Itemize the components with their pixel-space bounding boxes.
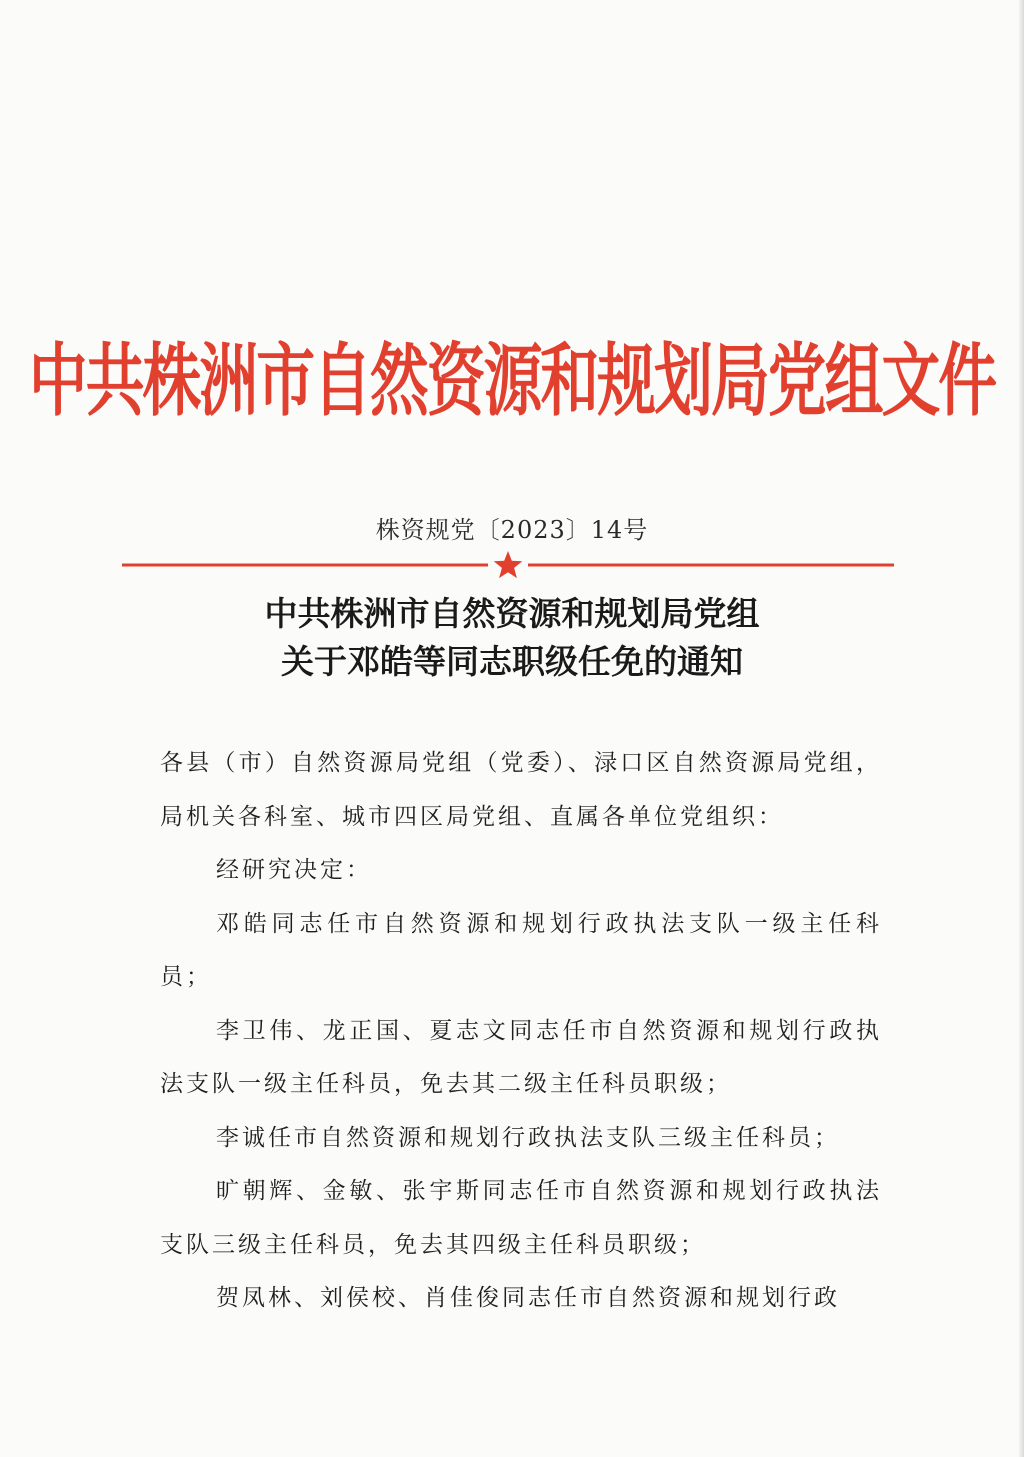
red-masthead bbox=[0, 318, 1024, 428]
red-separator bbox=[122, 550, 894, 580]
appointment-item: 贺凤林、刘侯校、肖佳俊同志任市自然资源和规划行政 bbox=[216, 1285, 840, 1311]
notice-body bbox=[160, 737, 882, 1326]
masthead-text: 中共株洲市自然资源和规划局党组文件 bbox=[28, 335, 996, 428]
document-number: 株资规党〔2023〕14号 bbox=[375, 516, 649, 544]
title-line-2: 关于邓皓等同志职级任免的通知 bbox=[281, 642, 743, 681]
notice-title bbox=[0, 590, 1024, 686]
title-line-1: 中共株洲市自然资源和规划局党组 bbox=[264, 594, 760, 633]
appointment-item: 李卫伟、龙正国、夏志文同志任市自然资源和规划行政执法支队一级主任科员，免去其二级主任科员职级； bbox=[160, 1017, 882, 1097]
decision-intro: 经研究决定： bbox=[216, 857, 372, 883]
appointment-item: 旷朝辉、金敏、张宇斯同志任市自然资源和规划行政执法支队三级主任科员，免去其四级主任科员职级； bbox=[160, 1178, 882, 1258]
page-edge-shadow bbox=[1018, 0, 1024, 1457]
appointment-item: 李诚任市自然资源和规划行政执法支队三级主任科员； bbox=[216, 1124, 840, 1151]
salutation: 各县（市）自然资源局党组（党委）、渌口区自然资源局党组，局机关各科室、城市四区局党组、直属各单位党组织： bbox=[160, 750, 882, 830]
appointment-item: 邓皓同志任市自然资源和规划行政执法支队一级主任科员； bbox=[160, 910, 882, 990]
star-icon bbox=[494, 551, 523, 578]
